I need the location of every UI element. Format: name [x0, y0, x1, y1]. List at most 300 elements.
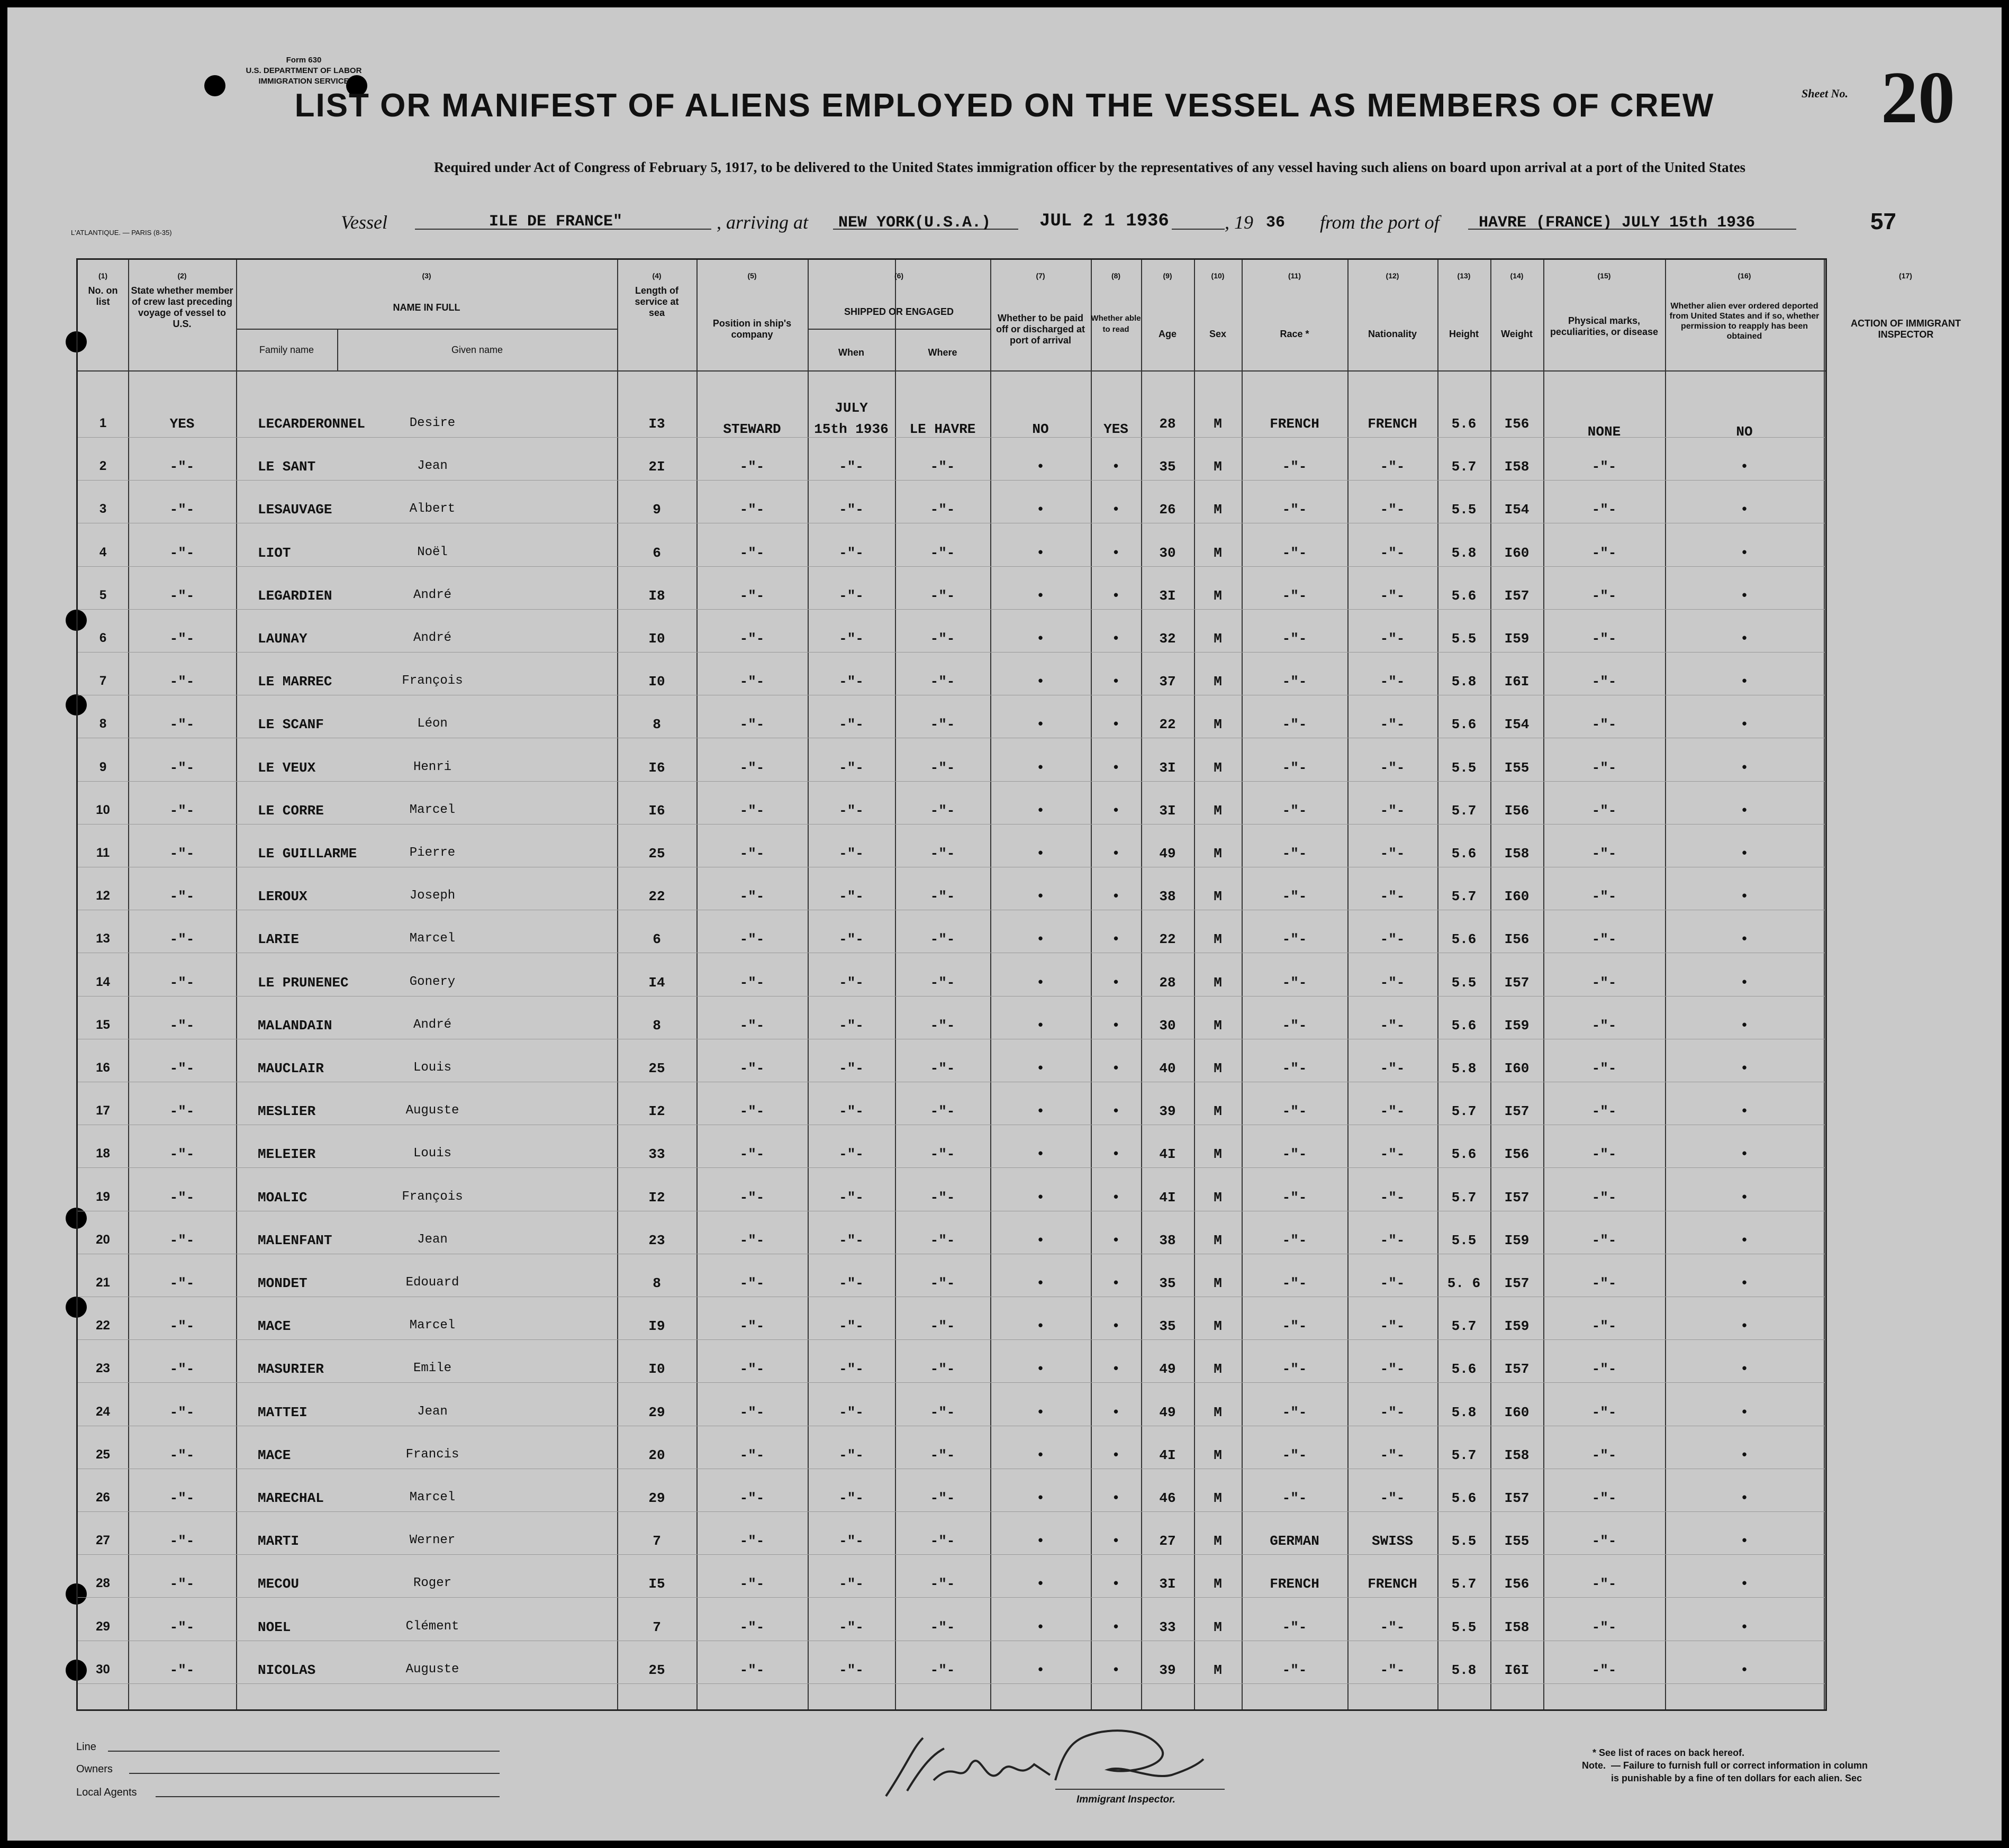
cell-position: -"- [739, 889, 765, 905]
cell-able-to-read: • [1111, 1361, 1120, 1378]
cell-able-to-read: • [1111, 1017, 1120, 1034]
cell-previous-voyage: -"- [169, 459, 195, 475]
cell-family-name: LIOT [258, 545, 291, 561]
note-line-2: is punishable by a fine of ten dollars for each alien. Sec [1611, 1773, 1862, 1783]
cell-age: 35 [1159, 1318, 1176, 1335]
cell-physical-marks: -"- [1591, 459, 1617, 475]
cell-race: -"- [1282, 1189, 1307, 1206]
cell-sex: M [1214, 1232, 1222, 1248]
cell-weight: I60 [1504, 889, 1530, 905]
cell-sex: M [1214, 1146, 1222, 1163]
cell-race: -"- [1282, 1275, 1307, 1291]
cell-shipped-when: -"- [839, 1318, 864, 1335]
cell-physical-marks: -"- [1591, 674, 1617, 690]
cell-family-name: MOALIC [258, 1189, 307, 1206]
cell-service-length: 25 [648, 846, 665, 862]
cell-position: -"- [739, 545, 765, 561]
col-no-heading: No. on list [88, 285, 118, 307]
cell-deported: • [1740, 1146, 1749, 1163]
cell-age: 26 [1159, 502, 1176, 518]
cell-previous-voyage: -"- [169, 802, 195, 819]
row-rule [78, 1339, 1825, 1340]
cell-age: 33 [1159, 1619, 1176, 1635]
cell-service-length: 29 [648, 1404, 665, 1420]
cell-age: 49 [1159, 1404, 1176, 1420]
cell-previous-voyage: -"- [169, 1361, 195, 1378]
cell-weight: I59 [1504, 1232, 1530, 1248]
cell-able-to-read: • [1111, 587, 1120, 604]
cell-nationality: -"- [1380, 931, 1405, 948]
handwritten-number: 57 [1870, 209, 1896, 234]
cell-age: 38 [1159, 1232, 1176, 1248]
cell-age: 40 [1159, 1061, 1176, 1076]
col-nationality-heading: Nationality [1368, 329, 1417, 339]
cell-family-name: MACE [258, 1318, 291, 1335]
cell-shipped-when: -"- [839, 545, 864, 561]
cell-height: 5.5 [1451, 759, 1477, 776]
cell-given-name: Francis [405, 1447, 459, 1462]
cell-previous-voyage: -"- [169, 1275, 195, 1291]
cell-service-length: I0 [648, 1361, 665, 1378]
cell-deported: • [1740, 1361, 1749, 1378]
cell-age: 30 [1159, 1017, 1176, 1034]
note-label: Note. [1582, 1760, 1606, 1771]
cell-age: 39 [1159, 1662, 1176, 1678]
cell-previous-voyage: -"- [169, 1662, 195, 1678]
cell-shipped-where: -"- [930, 1662, 955, 1678]
cell-deported: • [1740, 1533, 1749, 1550]
cell-weight: I57 [1504, 1103, 1530, 1120]
cell-paid-off: • [1036, 1189, 1045, 1206]
cell-race: -"- [1282, 802, 1307, 819]
cell-weight: I55 [1504, 759, 1530, 776]
cell-given-name: Desire [409, 416, 456, 430]
cell-service-length: 6 [653, 931, 661, 948]
cell-sex: M [1214, 1061, 1222, 1076]
cell-shipped-where: -"- [930, 502, 955, 518]
cell-previous-voyage: -"- [169, 1232, 195, 1248]
cell-able-to-read: • [1111, 931, 1120, 948]
row-rule [78, 1382, 1825, 1383]
cell-sex: M [1214, 1619, 1222, 1635]
cell-service-length: 23 [648, 1232, 665, 1248]
cell-service-length: 9 [653, 502, 661, 518]
cell-deported: NO [1736, 424, 1753, 440]
cell-shipped-where: -"- [930, 1404, 955, 1420]
cell-row-number: 10 [96, 802, 110, 817]
cell-given-name: Marcel [409, 931, 456, 946]
sheet-number: 20 [1881, 57, 1955, 139]
cell-service-length: I4 [648, 974, 665, 991]
col-previous-voyage-heading: State whether member of crew last preceding voyage of vessel to U.S. [131, 285, 233, 329]
cell-position: -"- [739, 1533, 765, 1550]
cell-sex: M [1214, 931, 1222, 948]
cell-paid-off: • [1036, 846, 1045, 862]
cell-row-number: 8 [99, 717, 107, 731]
cell-nationality: -"- [1380, 1061, 1405, 1076]
cell-previous-voyage: -"- [169, 1017, 195, 1034]
cell-position: -"- [739, 1189, 765, 1206]
cell-family-name: LE PRUNENEC [258, 974, 349, 991]
cell-able-to-read: • [1111, 1576, 1120, 1592]
cell-paid-off: • [1036, 759, 1045, 776]
cell-previous-voyage: YES [169, 416, 195, 432]
cell-paid-off: • [1036, 1576, 1045, 1592]
date-underline [1172, 229, 1225, 230]
cell-physical-marks: -"- [1591, 1146, 1617, 1163]
cell-nationality: -"- [1380, 974, 1405, 991]
cell-position: -"- [739, 631, 765, 647]
cell-family-name: MELEIER [258, 1146, 316, 1163]
cell-row-number: 16 [96, 1061, 110, 1075]
col-service-heading: Length of service at sea [635, 285, 679, 318]
cell-shipped-where: LE HAVRE [909, 421, 976, 437]
cell-height: 5.6 [1451, 931, 1477, 948]
cell-able-to-read: • [1111, 846, 1120, 862]
cell-physical-marks: -"- [1591, 1275, 1617, 1291]
cell-service-length: I5 [648, 1576, 665, 1592]
cell-previous-voyage: -"- [169, 717, 195, 733]
col-15-number: (15) [1597, 271, 1611, 280]
cell-deported: • [1740, 587, 1749, 604]
cell-physical-marks: -"- [1591, 545, 1617, 561]
cell-paid-off: • [1036, 674, 1045, 690]
cell-physical-marks: NONE [1587, 424, 1621, 440]
cell-physical-marks: -"- [1591, 631, 1617, 647]
cell-race: FRENCH [1270, 416, 1319, 432]
cell-given-name: Noël [417, 545, 448, 559]
cell-shipped-when: -"- [839, 1447, 864, 1463]
cell-family-name: MECOU [258, 1576, 300, 1592]
cell-weight: I57 [1504, 974, 1530, 991]
cell-sex: M [1214, 759, 1222, 776]
cell-shipped-when: -"- [839, 1619, 864, 1635]
cell-race: -"- [1282, 1318, 1307, 1335]
line-label: Line [76, 1741, 96, 1753]
cell-previous-voyage: -"- [169, 1404, 195, 1420]
cell-age: 30 [1159, 545, 1176, 561]
cell-deported: • [1740, 1103, 1749, 1120]
cell-age: 37 [1159, 674, 1176, 690]
cell-sex: M [1214, 717, 1222, 733]
cell-able-to-read: • [1111, 674, 1120, 690]
cell-weight: I57 [1504, 1275, 1530, 1291]
page-title: LIST OR MANIFEST OF ALIENS EMPLOYED ON THE VESSEL AS MEMBERS OF CREW [294, 87, 1715, 124]
cell-nationality: -"- [1380, 1318, 1405, 1335]
cell-shipped-when: -"- [839, 1189, 864, 1206]
cell-physical-marks: -"- [1591, 1318, 1617, 1335]
cell-height: 5. 6 [1447, 1275, 1481, 1291]
row-rule [78, 480, 1825, 481]
cell-shipped-where: -"- [930, 1361, 955, 1378]
form-identifier: Form 630 U.S. DEPARTMENT OF LABOR IMMIGRATION SERVICE [246, 56, 362, 86]
cell-shipped-where: -"- [930, 1103, 955, 1120]
cell-race: -"- [1282, 889, 1307, 905]
cell-previous-voyage: -"- [169, 1189, 195, 1206]
inspector-signature [875, 1717, 1214, 1807]
cell-deported: • [1740, 846, 1749, 862]
cell-weight: I56 [1504, 1146, 1530, 1163]
cell-race: -"- [1282, 1017, 1307, 1034]
cell-sex: M [1214, 1490, 1222, 1506]
row-rule [78, 996, 1825, 997]
cell-sex: M [1214, 974, 1222, 991]
cell-sex: M [1214, 1275, 1222, 1291]
cell-family-name: LAUNAY [258, 631, 307, 647]
cell-sex: M [1214, 846, 1222, 862]
cell-deported: • [1740, 717, 1749, 733]
cell-previous-voyage: -"- [169, 1447, 195, 1463]
cell-nationality: -"- [1380, 1232, 1405, 1248]
cell-row-number: 1 [99, 416, 107, 430]
cell-service-length: 2I [648, 459, 665, 475]
cell-sex: M [1214, 1404, 1222, 1420]
cell-physical-marks: -"- [1591, 802, 1617, 819]
cell-position: -"- [739, 1017, 765, 1034]
cell-shipped-where: -"- [930, 846, 955, 862]
cell-family-name: LE GUILLARME [258, 846, 357, 862]
cell-position: -"- [739, 1103, 765, 1120]
cell-shipped-when: -"- [839, 974, 864, 991]
cell-sex: M [1214, 889, 1222, 905]
agents-field [156, 1796, 500, 1797]
cell-nationality: -"- [1380, 1619, 1405, 1635]
cell-row-number: 5 [99, 587, 107, 602]
cell-weight: I55 [1504, 1533, 1530, 1550]
cell-age: 27 [1159, 1533, 1176, 1550]
cell-row-number: 30 [96, 1662, 110, 1677]
cell-race: -"- [1282, 759, 1307, 776]
cell-shipped-where: -"- [930, 1576, 955, 1592]
cell-previous-voyage: -"- [169, 1619, 195, 1635]
cell-height: 5.5 [1451, 631, 1477, 647]
cell-row-number: 13 [96, 931, 110, 946]
cell-row-number: 20 [96, 1232, 110, 1247]
cell-physical-marks: -"- [1591, 1662, 1617, 1678]
cell-deported: • [1740, 674, 1749, 690]
cell-paid-off: • [1036, 802, 1045, 819]
required-text: Required under Act of Congress of February 5, 1917, to be delivered to the United States immigration officer by the representatives of any vessel having such aliens on board upon arrival at a port of the United States [433, 159, 1746, 175]
cell-paid-off: • [1036, 1619, 1045, 1635]
cell-deported: • [1740, 1232, 1749, 1248]
owners-field [129, 1773, 500, 1774]
cell-row-number: 28 [96, 1576, 110, 1591]
cell-able-to-read: • [1111, 1662, 1120, 1678]
cell-race: -"- [1282, 931, 1307, 948]
col-shipped-heading: SHIPPED OR ENGAGED [844, 306, 954, 317]
cell-deported: • [1740, 1447, 1749, 1463]
column-divider [236, 260, 237, 1709]
cell-previous-voyage: -"- [169, 759, 195, 776]
cell-paid-off: • [1036, 931, 1045, 948]
cell-given-name: Marcel [409, 802, 456, 817]
cell-position: -"- [739, 1318, 765, 1335]
vessel-name: ILE DE FRANCE" [489, 213, 623, 231]
cell-sex: M [1214, 416, 1222, 432]
cell-position: -"- [739, 931, 765, 948]
cell-nationality: -"- [1380, 1361, 1405, 1378]
agents-label: Local Agents [76, 1787, 137, 1798]
cell-able-to-read: • [1111, 631, 1120, 647]
row-rule [78, 1511, 1825, 1512]
cell-deported: • [1740, 1619, 1749, 1635]
cell-given-name: André [413, 587, 451, 602]
cell-height: 5.7 [1451, 889, 1477, 905]
cell-shipped-when-month: JULY [835, 400, 868, 416]
cell-given-name: Albert [409, 502, 456, 517]
cell-service-length: 7 [653, 1619, 661, 1635]
cell-position: -"- [739, 846, 765, 862]
manifest-sheet [7, 7, 2002, 1841]
col-when-heading: When [838, 347, 864, 358]
name-subheader-line [236, 329, 617, 330]
cell-family-name: LEROUX [258, 889, 307, 905]
cell-position: -"- [739, 502, 765, 518]
cell-given-name: Emile [413, 1361, 451, 1376]
cell-age: 38 [1159, 889, 1176, 905]
cell-service-length: 22 [648, 889, 665, 905]
cell-shipped-when: -"- [839, 1061, 864, 1076]
cell-race: -"- [1282, 974, 1307, 991]
cell-physical-marks: -"- [1591, 1017, 1617, 1034]
cell-family-name: LE CORRE [258, 802, 324, 819]
cell-row-number: 18 [96, 1146, 110, 1161]
arrival-port: NEW YORK(U.S.A.) [838, 214, 991, 232]
cell-previous-voyage: -"- [169, 974, 195, 991]
cell-shipped-where: -"- [930, 759, 955, 776]
cell-sex: M [1214, 1318, 1222, 1335]
cell-race: -"- [1282, 1447, 1307, 1463]
cell-given-name: Werner [409, 1533, 456, 1548]
cell-shipped-when: -"- [839, 802, 864, 819]
cell-service-length: 25 [648, 1662, 665, 1678]
cell-row-number: 29 [96, 1619, 110, 1634]
cell-deported: • [1740, 759, 1749, 776]
cell-family-name: MARTI [258, 1533, 300, 1550]
cell-able-to-read: • [1111, 1275, 1120, 1291]
cell-race: -"- [1282, 1146, 1307, 1163]
cell-able-to-read: • [1111, 1189, 1120, 1206]
date-stamp: JUL 2 1 1936 [1039, 211, 1169, 231]
cell-height: 5.8 [1451, 674, 1477, 690]
cell-given-name: Marcel [409, 1490, 456, 1505]
cell-service-length: 6 [653, 545, 661, 561]
cell-shipped-when: -"- [839, 502, 864, 518]
cell-height: 5.5 [1451, 502, 1477, 518]
cell-previous-voyage: -"- [169, 1061, 195, 1076]
cell-deported: • [1740, 1318, 1749, 1335]
cell-nationality: -"- [1380, 1146, 1405, 1163]
cell-race: -"- [1282, 846, 1307, 862]
cell-shipped-when: -"- [839, 1361, 864, 1378]
cell-shipped-when: 15th 1936 [814, 421, 889, 437]
row-rule [78, 609, 1825, 610]
cell-able-to-read: • [1111, 459, 1120, 475]
cell-family-name: LARIE [258, 931, 300, 948]
cell-shipped-when: -"- [839, 1103, 864, 1120]
cell-race: -"- [1282, 502, 1307, 518]
cell-height: 5.8 [1451, 1061, 1477, 1076]
cell-race: -"- [1282, 674, 1307, 690]
cell-race: -"- [1282, 1404, 1307, 1420]
cell-given-name: Louis [413, 1146, 451, 1161]
cell-height: 5.6 [1451, 1017, 1477, 1034]
cell-physical-marks: -"- [1591, 846, 1617, 862]
cell-shipped-where: -"- [930, 931, 955, 948]
cell-able-to-read: • [1111, 502, 1120, 518]
vessel-label: Vessel [341, 212, 387, 233]
cell-height: 5.5 [1451, 974, 1477, 991]
cell-deported: • [1740, 931, 1749, 948]
races-note: * See list of races on back hereof. [1592, 1747, 1745, 1758]
cell-shipped-when: -"- [839, 1490, 864, 1506]
cell-age: 49 [1159, 1361, 1176, 1378]
cell-shipped-where: -"- [930, 1017, 955, 1034]
cell-sex: M [1214, 459, 1222, 475]
col-10-number: (10) [1211, 271, 1225, 280]
cell-shipped-where: -"- [930, 1061, 955, 1076]
cell-deported: • [1740, 974, 1749, 991]
cell-service-length: I2 [648, 1189, 665, 1206]
cell-race: -"- [1282, 1619, 1307, 1635]
cell-race: -"- [1282, 1232, 1307, 1248]
cell-row-number: 7 [99, 674, 107, 689]
cell-service-length: I0 [648, 631, 665, 647]
cell-row-number: 6 [99, 631, 107, 645]
cell-physical-marks: -"- [1591, 889, 1617, 905]
cell-weight: I58 [1504, 846, 1530, 862]
cell-sex: M [1214, 1361, 1222, 1378]
cell-deported: • [1740, 1017, 1749, 1034]
cell-physical-marks: -"- [1591, 587, 1617, 604]
cell-family-name: MONDET [258, 1275, 307, 1291]
cell-paid-off: • [1036, 587, 1045, 604]
col-7-number: (7) [1036, 271, 1045, 280]
cell-weight: I6I [1504, 674, 1530, 690]
col-action-heading: ACTION OF IMMIGRANT INSPECTOR [1851, 318, 1961, 340]
cell-family-name: MACE [258, 1447, 291, 1463]
cell-given-name: Auguste [405, 1103, 459, 1118]
cell-age: 35 [1159, 1275, 1176, 1291]
cell-height: 5.7 [1451, 1576, 1477, 1592]
col-13-number: (13) [1457, 271, 1471, 280]
cell-shipped-where: -"- [930, 1619, 955, 1635]
cell-given-name: Henri [413, 759, 451, 774]
year-typed: 36 [1266, 214, 1286, 232]
cell-physical-marks: -"- [1591, 1533, 1617, 1550]
cell-row-number: 3 [99, 502, 107, 517]
row-rule [78, 824, 1825, 825]
col-given-name-heading: Given name [451, 345, 503, 355]
cell-paid-off: • [1036, 1275, 1045, 1291]
cell-row-number: 14 [96, 974, 110, 989]
cell-sex: M [1214, 802, 1222, 819]
cell-height: 5.8 [1451, 545, 1477, 561]
cell-deported: • [1740, 631, 1749, 647]
cell-weight: I58 [1504, 1619, 1530, 1635]
cell-age: 32 [1159, 631, 1176, 647]
cell-weight: I56 [1504, 1576, 1530, 1592]
cell-shipped-when: -"- [839, 846, 864, 862]
cell-physical-marks: -"- [1591, 1061, 1617, 1076]
cell-previous-voyage: -"- [169, 846, 195, 862]
cell-weight: I56 [1504, 802, 1530, 819]
cell-paid-off: • [1036, 974, 1045, 991]
col-2-number: (2) [177, 271, 187, 280]
cell-weight: I59 [1504, 631, 1530, 647]
cell-weight: I58 [1504, 1447, 1530, 1463]
cell-paid-off: • [1036, 1361, 1045, 1378]
